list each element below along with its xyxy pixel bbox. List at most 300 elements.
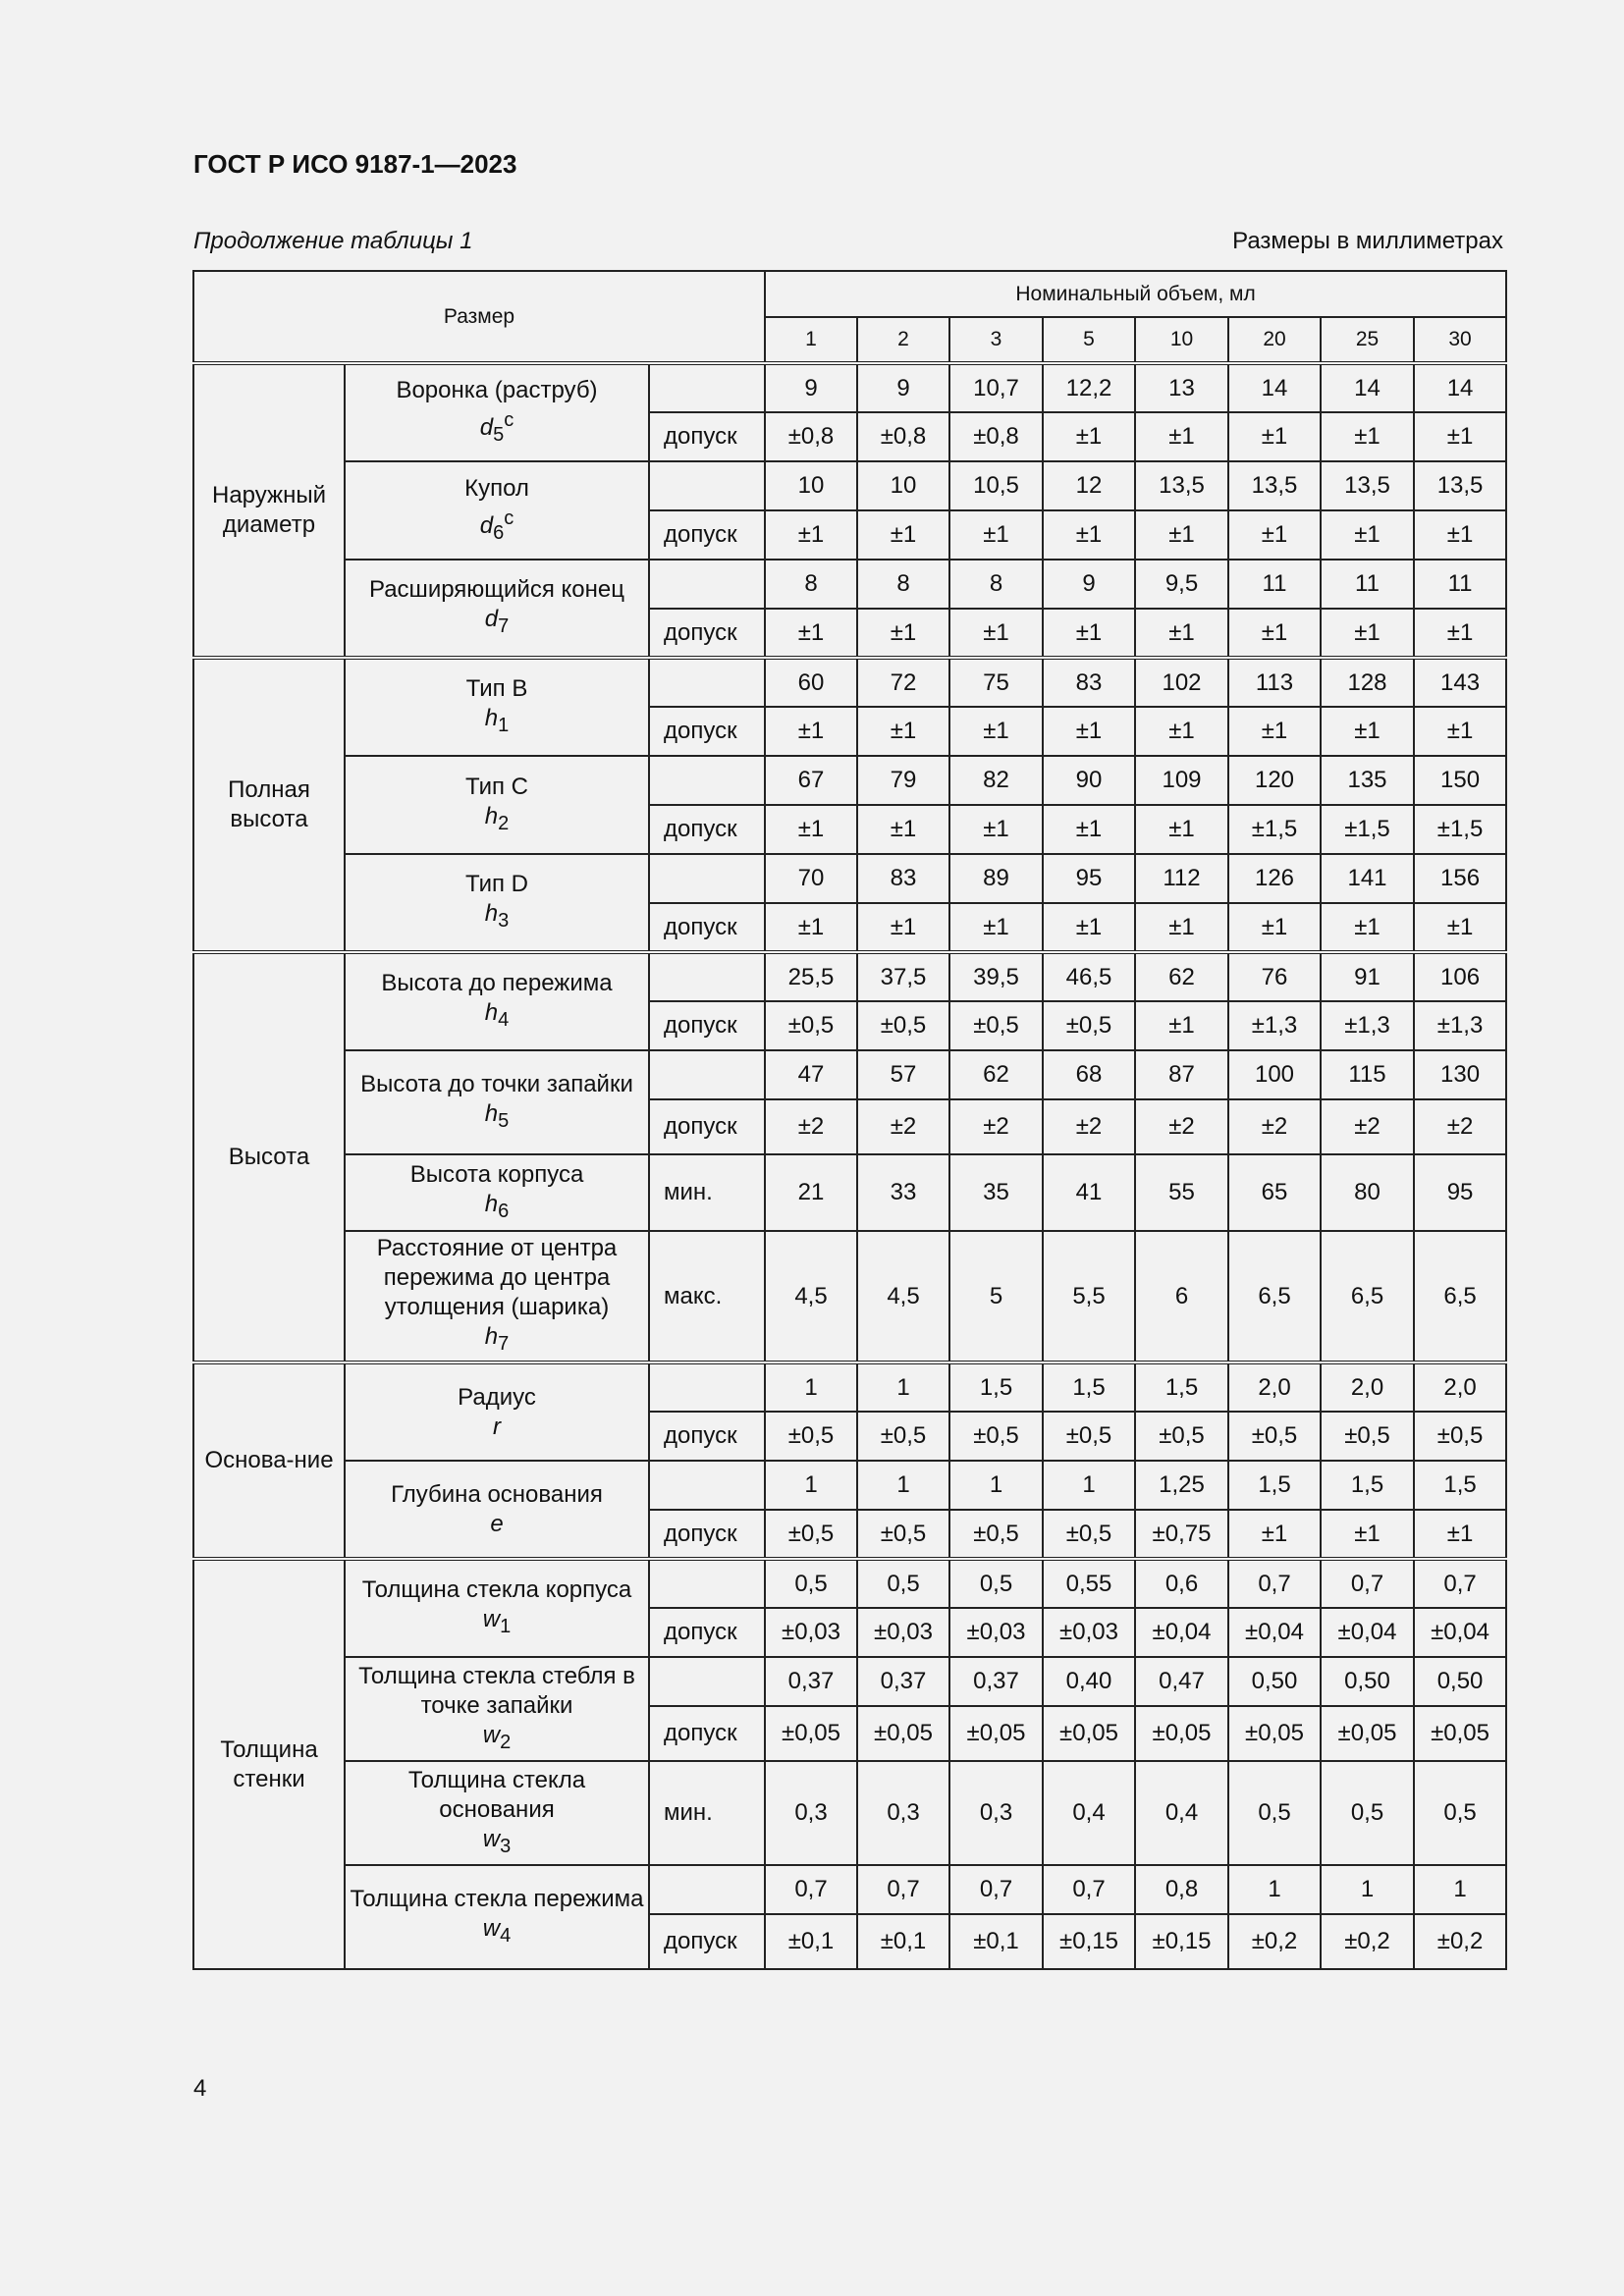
value-cell: 0,6 — [1135, 1559, 1228, 1608]
value-cell: ±0,05 — [1228, 1706, 1321, 1761]
value-cell: 1,5 — [949, 1362, 1043, 1412]
value-cell: ±0,5 — [765, 1510, 857, 1559]
value-cell: 128 — [1321, 658, 1414, 707]
tolerance-tag: макс. — [649, 1231, 765, 1362]
value-cell: 5 — [949, 1231, 1043, 1362]
parameter-label — [345, 461, 649, 560]
value-cell: ±1 — [1043, 903, 1135, 952]
value-cell: ±0,2 — [1228, 1914, 1321, 1969]
value-cell: ±1 — [1043, 707, 1135, 756]
symbol-letter: w — [482, 1914, 501, 1942]
value-cell: ±1 — [1135, 1001, 1228, 1050]
parameter-symbol — [348, 405, 646, 450]
parameter-label — [345, 363, 649, 461]
tolerance-tag — [649, 560, 765, 609]
value-cell: 83 — [857, 854, 949, 903]
parameter-symbol — [348, 504, 646, 548]
parameter-symbol — [348, 1413, 646, 1442]
value-cell: 0,5 — [765, 1559, 857, 1608]
value-cell: 1,25 — [1135, 1461, 1228, 1510]
tolerance-tag: допуск — [649, 1412, 765, 1461]
value-cell: ±0,15 — [1043, 1914, 1135, 1969]
value-cell: ±1 — [1228, 609, 1321, 658]
symbol-superscript: c — [504, 507, 514, 529]
value-cell: 89 — [949, 854, 1043, 903]
value-cell: ±0,15 — [1135, 1914, 1228, 1969]
value-cell: ±2 — [1228, 1099, 1321, 1154]
value-cell: ±0,05 — [1043, 1706, 1135, 1761]
symbol-letter: h — [484, 1190, 499, 1217]
parameter-label — [345, 1761, 649, 1865]
value-cell: 8 — [949, 560, 1043, 609]
value-cell: 67 — [765, 756, 857, 805]
tolerance-tag: допуск — [649, 1706, 765, 1761]
value-cell: 100 — [1228, 1050, 1321, 1099]
value-cell: 79 — [857, 756, 949, 805]
value-cell: 1 — [949, 1461, 1043, 1510]
value-cell: ±0,03 — [765, 1608, 857, 1657]
value-cell: ±1 — [949, 707, 1043, 756]
value-cell: ±0,1 — [765, 1914, 857, 1969]
value-cell: 9,5 — [1135, 560, 1228, 609]
value-cell: 10 — [765, 461, 857, 510]
value-cell: ±0,5 — [1043, 1001, 1135, 1050]
value-cell: ±0,05 — [1321, 1706, 1414, 1761]
value-cell: ±0,1 — [949, 1914, 1043, 1969]
value-cell: 13,5 — [1135, 461, 1228, 510]
tolerance-tag: допуск — [649, 609, 765, 658]
value-cell: ±0,5 — [1414, 1412, 1506, 1461]
value-cell: ±1 — [1135, 412, 1228, 461]
group-label: Толщина стенки — [193, 1559, 345, 1969]
parameter-symbol — [348, 998, 646, 1035]
value-cell: ±0,8 — [949, 412, 1043, 461]
value-cell: 113 — [1228, 658, 1321, 707]
value-cell: 9 — [765, 363, 857, 412]
table-row — [193, 1559, 1506, 1608]
symbol-letter: r — [493, 1413, 501, 1440]
value-cell: 2,0 — [1414, 1362, 1506, 1412]
value-cell: ±0,05 — [857, 1706, 949, 1761]
tolerance-tag — [649, 1559, 765, 1608]
value-cell: ±0,5 — [765, 1001, 857, 1050]
value-cell: 55 — [1135, 1154, 1228, 1231]
table-row — [193, 1362, 1506, 1412]
value-cell: ±0,8 — [857, 412, 949, 461]
symbol-subscript: 1 — [500, 1615, 512, 1637]
parameter-name: Высота корпуса — [409, 1160, 584, 1188]
value-cell: 156 — [1414, 854, 1506, 903]
parameter-name: Расстояние от центра пережима до центра утолщения (шарика) — [376, 1235, 618, 1321]
value-cell: ±1 — [1321, 609, 1414, 658]
value-cell: 37,5 — [857, 952, 949, 1001]
value-cell: ±2 — [949, 1099, 1043, 1154]
value-cell: ±2 — [1043, 1099, 1135, 1154]
group-label: Наружный диаметр — [193, 363, 345, 658]
page-number: 4 — [193, 2075, 207, 2102]
value-cell: ±0,1 — [857, 1914, 949, 1969]
value-cell: 120 — [1228, 756, 1321, 805]
value-cell: 12 — [1043, 461, 1135, 510]
tolerance-tag: допуск — [649, 510, 765, 560]
parameter-name: Тип В — [465, 675, 528, 703]
value-cell: 72 — [857, 658, 949, 707]
value-cell: ±1,5 — [1321, 805, 1414, 854]
parameter-symbol — [348, 1322, 646, 1359]
parameter-name: Воронка (раструб) — [396, 377, 598, 404]
parameter-name: Глубина основания — [391, 1480, 603, 1508]
value-cell: ±1 — [1414, 707, 1506, 756]
value-cell: ±1 — [765, 805, 857, 854]
value-cell: 1 — [1321, 1865, 1414, 1914]
value-cell: ±0,04 — [1321, 1608, 1414, 1657]
value-cell: 47 — [765, 1050, 857, 1099]
value-cell: ±0,5 — [1321, 1412, 1414, 1461]
tolerance-tag — [649, 1865, 765, 1914]
tolerance-tag: допуск — [649, 1510, 765, 1559]
parameter-name: Тип С — [464, 773, 528, 800]
value-cell: 1 — [1043, 1461, 1135, 1510]
value-cell: ±0,03 — [857, 1608, 949, 1657]
value-cell: ±1 — [949, 510, 1043, 560]
symbol-letter: h — [484, 1099, 499, 1127]
value-cell: 6,5 — [1321, 1231, 1414, 1362]
symbol-subscript: 2 — [500, 1731, 512, 1753]
symbol-subscript: 5 — [498, 1109, 510, 1132]
value-cell: 141 — [1321, 854, 1414, 903]
group-label: Основа-ние — [193, 1362, 345, 1559]
value-cell: 0,7 — [1321, 1559, 1414, 1608]
value-cell: 65 — [1228, 1154, 1321, 1231]
dimensions-table — [192, 270, 1507, 1970]
value-cell: 0,7 — [857, 1865, 949, 1914]
value-cell: 91 — [1321, 952, 1414, 1001]
value-cell: 13,5 — [1321, 461, 1414, 510]
symbol-subscript: 7 — [498, 1332, 510, 1355]
value-cell: ±1,3 — [1228, 1001, 1321, 1050]
value-cell: 5,5 — [1043, 1231, 1135, 1362]
value-cell: 0,50 — [1414, 1657, 1506, 1706]
value-cell: ±0,5 — [1043, 1412, 1135, 1461]
symbol-subscript: 4 — [500, 1924, 512, 1947]
value-cell: ±1 — [1414, 903, 1506, 952]
symbol-letter: h — [484, 802, 499, 829]
parameter-name: Толщина стекла корпуса — [361, 1576, 632, 1604]
value-cell: 0,7 — [1414, 1559, 1506, 1608]
value-cell: ±0,05 — [1135, 1706, 1228, 1761]
parameter-symbol — [348, 802, 646, 838]
value-cell: ±1 — [857, 903, 949, 952]
table-row — [193, 363, 1506, 412]
value-cell: 1 — [1414, 1865, 1506, 1914]
value-cell: 1,5 — [1228, 1461, 1321, 1510]
value-cell: 0,40 — [1043, 1657, 1135, 1706]
parameter-label — [345, 1231, 649, 1362]
value-cell: 0,3 — [857, 1761, 949, 1865]
tolerance-tag — [649, 363, 765, 412]
value-cell: 115 — [1321, 1050, 1414, 1099]
value-cell: ±0,04 — [1135, 1608, 1228, 1657]
value-cell: ±1 — [1043, 412, 1135, 461]
parameter-label — [345, 1657, 649, 1761]
value-cell: 130 — [1414, 1050, 1506, 1099]
tolerance-tag: мин. — [649, 1761, 765, 1865]
value-cell: ±1 — [1228, 412, 1321, 461]
value-cell: 35 — [949, 1154, 1043, 1231]
value-cell: 0,5 — [1321, 1761, 1414, 1865]
value-cell: ±0,05 — [949, 1706, 1043, 1761]
parameter-label — [345, 1865, 649, 1969]
value-cell: 11 — [1228, 560, 1321, 609]
value-cell: 11 — [1414, 560, 1506, 609]
value-cell: 1,5 — [1321, 1461, 1414, 1510]
value-cell: ±1 — [1228, 707, 1321, 756]
value-cell: 11 — [1321, 560, 1414, 609]
parameter-name: Толщина стекла основания — [407, 1766, 586, 1823]
value-cell: ±1 — [1043, 510, 1135, 560]
symbol-subscript: 3 — [500, 1835, 512, 1857]
symbol-letter: w — [482, 1721, 501, 1748]
tolerance-tag: допуск — [649, 412, 765, 461]
value-cell: 13,5 — [1414, 461, 1506, 510]
value-cell: ±0,5 — [1135, 1412, 1228, 1461]
value-cell: ±1 — [1321, 510, 1414, 560]
symbol-letter: h — [484, 999, 499, 1027]
symbol-subscript: 6 — [493, 521, 505, 544]
value-cell: 8 — [765, 560, 857, 609]
parameter-name: Радиус — [458, 1383, 536, 1411]
value-cell: ±0,04 — [1228, 1608, 1321, 1657]
value-cell: 6,5 — [1228, 1231, 1321, 1362]
tolerance-tag — [649, 1362, 765, 1412]
table-row — [193, 658, 1506, 707]
value-cell: ±1,5 — [1414, 805, 1506, 854]
value-cell: ±0,03 — [949, 1608, 1043, 1657]
parameter-symbol — [348, 1510, 646, 1539]
value-cell: ±0,5 — [949, 1412, 1043, 1461]
parameter-symbol — [348, 1190, 646, 1226]
value-cell: ±1 — [1321, 707, 1414, 756]
size-header: Размер — [193, 271, 765, 363]
symbol-subscript: 4 — [498, 1008, 510, 1031]
symbol-subscript: 6 — [498, 1200, 510, 1222]
parameter-name: Толщина стекла стебля в точке запайки — [358, 1662, 635, 1719]
volume-col-header: 2 — [857, 317, 949, 363]
value-cell: ±1 — [1321, 1510, 1414, 1559]
value-cell: ±1,3 — [1321, 1001, 1414, 1050]
volume-col-header: 20 — [1228, 317, 1321, 363]
value-cell: 9 — [1043, 560, 1135, 609]
value-cell: 0,3 — [765, 1761, 857, 1865]
value-cell: 0,50 — [1228, 1657, 1321, 1706]
parameter-label — [345, 1362, 649, 1461]
value-cell: ±1 — [765, 707, 857, 756]
value-cell: 10,7 — [949, 363, 1043, 412]
symbol-letter: h — [484, 705, 499, 732]
value-cell: 46,5 — [1043, 952, 1135, 1001]
value-cell: 70 — [765, 854, 857, 903]
value-cell: 4,5 — [765, 1231, 857, 1362]
value-cell: ±0,5 — [949, 1510, 1043, 1559]
value-cell: ±1 — [857, 609, 949, 658]
value-cell: 83 — [1043, 658, 1135, 707]
value-cell: 13 — [1135, 363, 1228, 412]
parameter-label — [345, 560, 649, 658]
table-row — [193, 461, 1506, 510]
value-cell: 57 — [857, 1050, 949, 1099]
symbol-letter: h — [484, 900, 499, 928]
value-cell: 82 — [949, 756, 1043, 805]
value-cell: 80 — [1321, 1154, 1414, 1231]
value-cell: ±1 — [1228, 903, 1321, 952]
parameter-symbol — [348, 704, 646, 740]
parameter-symbol — [348, 899, 646, 935]
value-cell: 13,5 — [1228, 461, 1321, 510]
tolerance-tag — [649, 952, 765, 1001]
tolerance-tag: допуск — [649, 1914, 765, 1969]
symbol-letter: w — [482, 1606, 501, 1633]
value-cell: ±0,04 — [1414, 1608, 1506, 1657]
value-cell: ±1 — [949, 609, 1043, 658]
value-cell: ±1 — [1135, 707, 1228, 756]
value-cell: 1 — [1228, 1865, 1321, 1914]
volume-col-header: 10 — [1135, 317, 1228, 363]
symbol-letter: d — [484, 606, 499, 633]
value-cell: 0,7 — [949, 1865, 1043, 1914]
value-cell: 0,55 — [1043, 1559, 1135, 1608]
symbol-subscript: 2 — [498, 812, 510, 834]
tolerance-tag: допуск — [649, 903, 765, 952]
value-cell: ±1 — [765, 510, 857, 560]
value-cell: ±1 — [1228, 510, 1321, 560]
group-label: Полная высота — [193, 658, 345, 952]
value-cell: 6 — [1135, 1231, 1228, 1362]
parameter-name: Расширяющийся конец — [369, 576, 624, 604]
value-cell: 95 — [1043, 854, 1135, 903]
parameter-label — [345, 756, 649, 854]
value-cell: 0,3 — [949, 1761, 1043, 1865]
value-cell: 10 — [857, 461, 949, 510]
value-cell: ±2 — [765, 1099, 857, 1154]
value-cell: 0,5 — [949, 1559, 1043, 1608]
table-row — [193, 1761, 1506, 1865]
table-row — [193, 1050, 1506, 1099]
value-cell: ±1,3 — [1414, 1001, 1506, 1050]
symbol-subscript: 1 — [498, 714, 510, 736]
value-cell: 12,2 — [1043, 363, 1135, 412]
value-cell: 1 — [765, 1461, 857, 1510]
value-cell: 14 — [1414, 363, 1506, 412]
table-row — [193, 1865, 1506, 1914]
value-cell: 8 — [857, 560, 949, 609]
volume-col-header: 25 — [1321, 317, 1414, 363]
value-cell: ±1 — [1228, 1510, 1321, 1559]
value-cell: 2,0 — [1321, 1362, 1414, 1412]
value-cell: ±1 — [1043, 805, 1135, 854]
value-cell: 150 — [1414, 756, 1506, 805]
value-cell: 0,7 — [1228, 1559, 1321, 1608]
symbol-letter: d — [479, 511, 494, 539]
value-cell: 14 — [1228, 363, 1321, 412]
value-cell: 102 — [1135, 658, 1228, 707]
parameter-label — [345, 658, 649, 756]
value-cell: 106 — [1414, 952, 1506, 1001]
value-cell: 39,5 — [949, 952, 1043, 1001]
value-cell: ±1,5 — [1228, 805, 1321, 854]
value-cell: 0,5 — [1414, 1761, 1506, 1865]
symbol-letter: e — [490, 1510, 504, 1537]
tolerance-tag — [649, 1657, 765, 1706]
value-cell: 1 — [857, 1362, 949, 1412]
value-cell: ±1 — [949, 903, 1043, 952]
tolerance-tag: допуск — [649, 1099, 765, 1154]
value-cell: 1 — [765, 1362, 857, 1412]
value-cell: ±2 — [857, 1099, 949, 1154]
value-cell: 9 — [857, 363, 949, 412]
value-cell: ±0,8 — [765, 412, 857, 461]
value-cell: 33 — [857, 1154, 949, 1231]
value-cell: 62 — [949, 1050, 1043, 1099]
parameter-name: Тип D — [464, 871, 528, 898]
value-cell: ±1 — [1135, 805, 1228, 854]
value-cell: 0,37 — [765, 1657, 857, 1706]
parameter-label — [345, 1154, 649, 1231]
parameter-name: Купол — [464, 474, 529, 502]
table-row — [193, 756, 1506, 805]
value-cell: ±0,2 — [1414, 1914, 1506, 1969]
parameter-symbol — [348, 1914, 646, 1950]
value-cell: 0,50 — [1321, 1657, 1414, 1706]
value-cell: ±0,5 — [949, 1001, 1043, 1050]
value-cell: 0,4 — [1043, 1761, 1135, 1865]
value-cell: ±1 — [1414, 1510, 1506, 1559]
value-cell: ±0,5 — [1043, 1510, 1135, 1559]
value-cell: ±1 — [1043, 609, 1135, 658]
value-cell: 0,37 — [857, 1657, 949, 1706]
value-cell: 126 — [1228, 854, 1321, 903]
tolerance-tag — [649, 1050, 765, 1099]
symbol-letter: w — [482, 1825, 501, 1852]
volume-col-header: 1 — [765, 317, 857, 363]
value-cell: ±2 — [1135, 1099, 1228, 1154]
parameter-label — [345, 1559, 649, 1657]
symbol-subscript: 7 — [498, 614, 510, 637]
value-cell: 0,5 — [857, 1559, 949, 1608]
value-cell: ±1 — [1414, 510, 1506, 560]
value-cell: 4,5 — [857, 1231, 949, 1362]
value-cell: ±0,05 — [1414, 1706, 1506, 1761]
value-cell: 60 — [765, 658, 857, 707]
value-cell: 25,5 — [765, 952, 857, 1001]
tolerance-tag — [649, 658, 765, 707]
tolerance-tag: допуск — [649, 1608, 765, 1657]
value-cell: 68 — [1043, 1050, 1135, 1099]
value-cell: ±0,2 — [1321, 1914, 1414, 1969]
value-cell: 1,5 — [1135, 1362, 1228, 1412]
value-cell: ±0,5 — [765, 1412, 857, 1461]
value-cell: ±1 — [1321, 903, 1414, 952]
value-cell: 1,5 — [1043, 1362, 1135, 1412]
value-cell: ±0,05 — [765, 1706, 857, 1761]
tolerance-tag — [649, 461, 765, 510]
value-cell: ±1 — [857, 805, 949, 854]
value-cell: ±1 — [1135, 510, 1228, 560]
symbol-subscript: 3 — [498, 909, 510, 932]
parameter-symbol — [348, 1825, 646, 1861]
volume-col-header: 3 — [949, 317, 1043, 363]
value-cell: 75 — [949, 658, 1043, 707]
value-cell: 14 — [1321, 363, 1414, 412]
